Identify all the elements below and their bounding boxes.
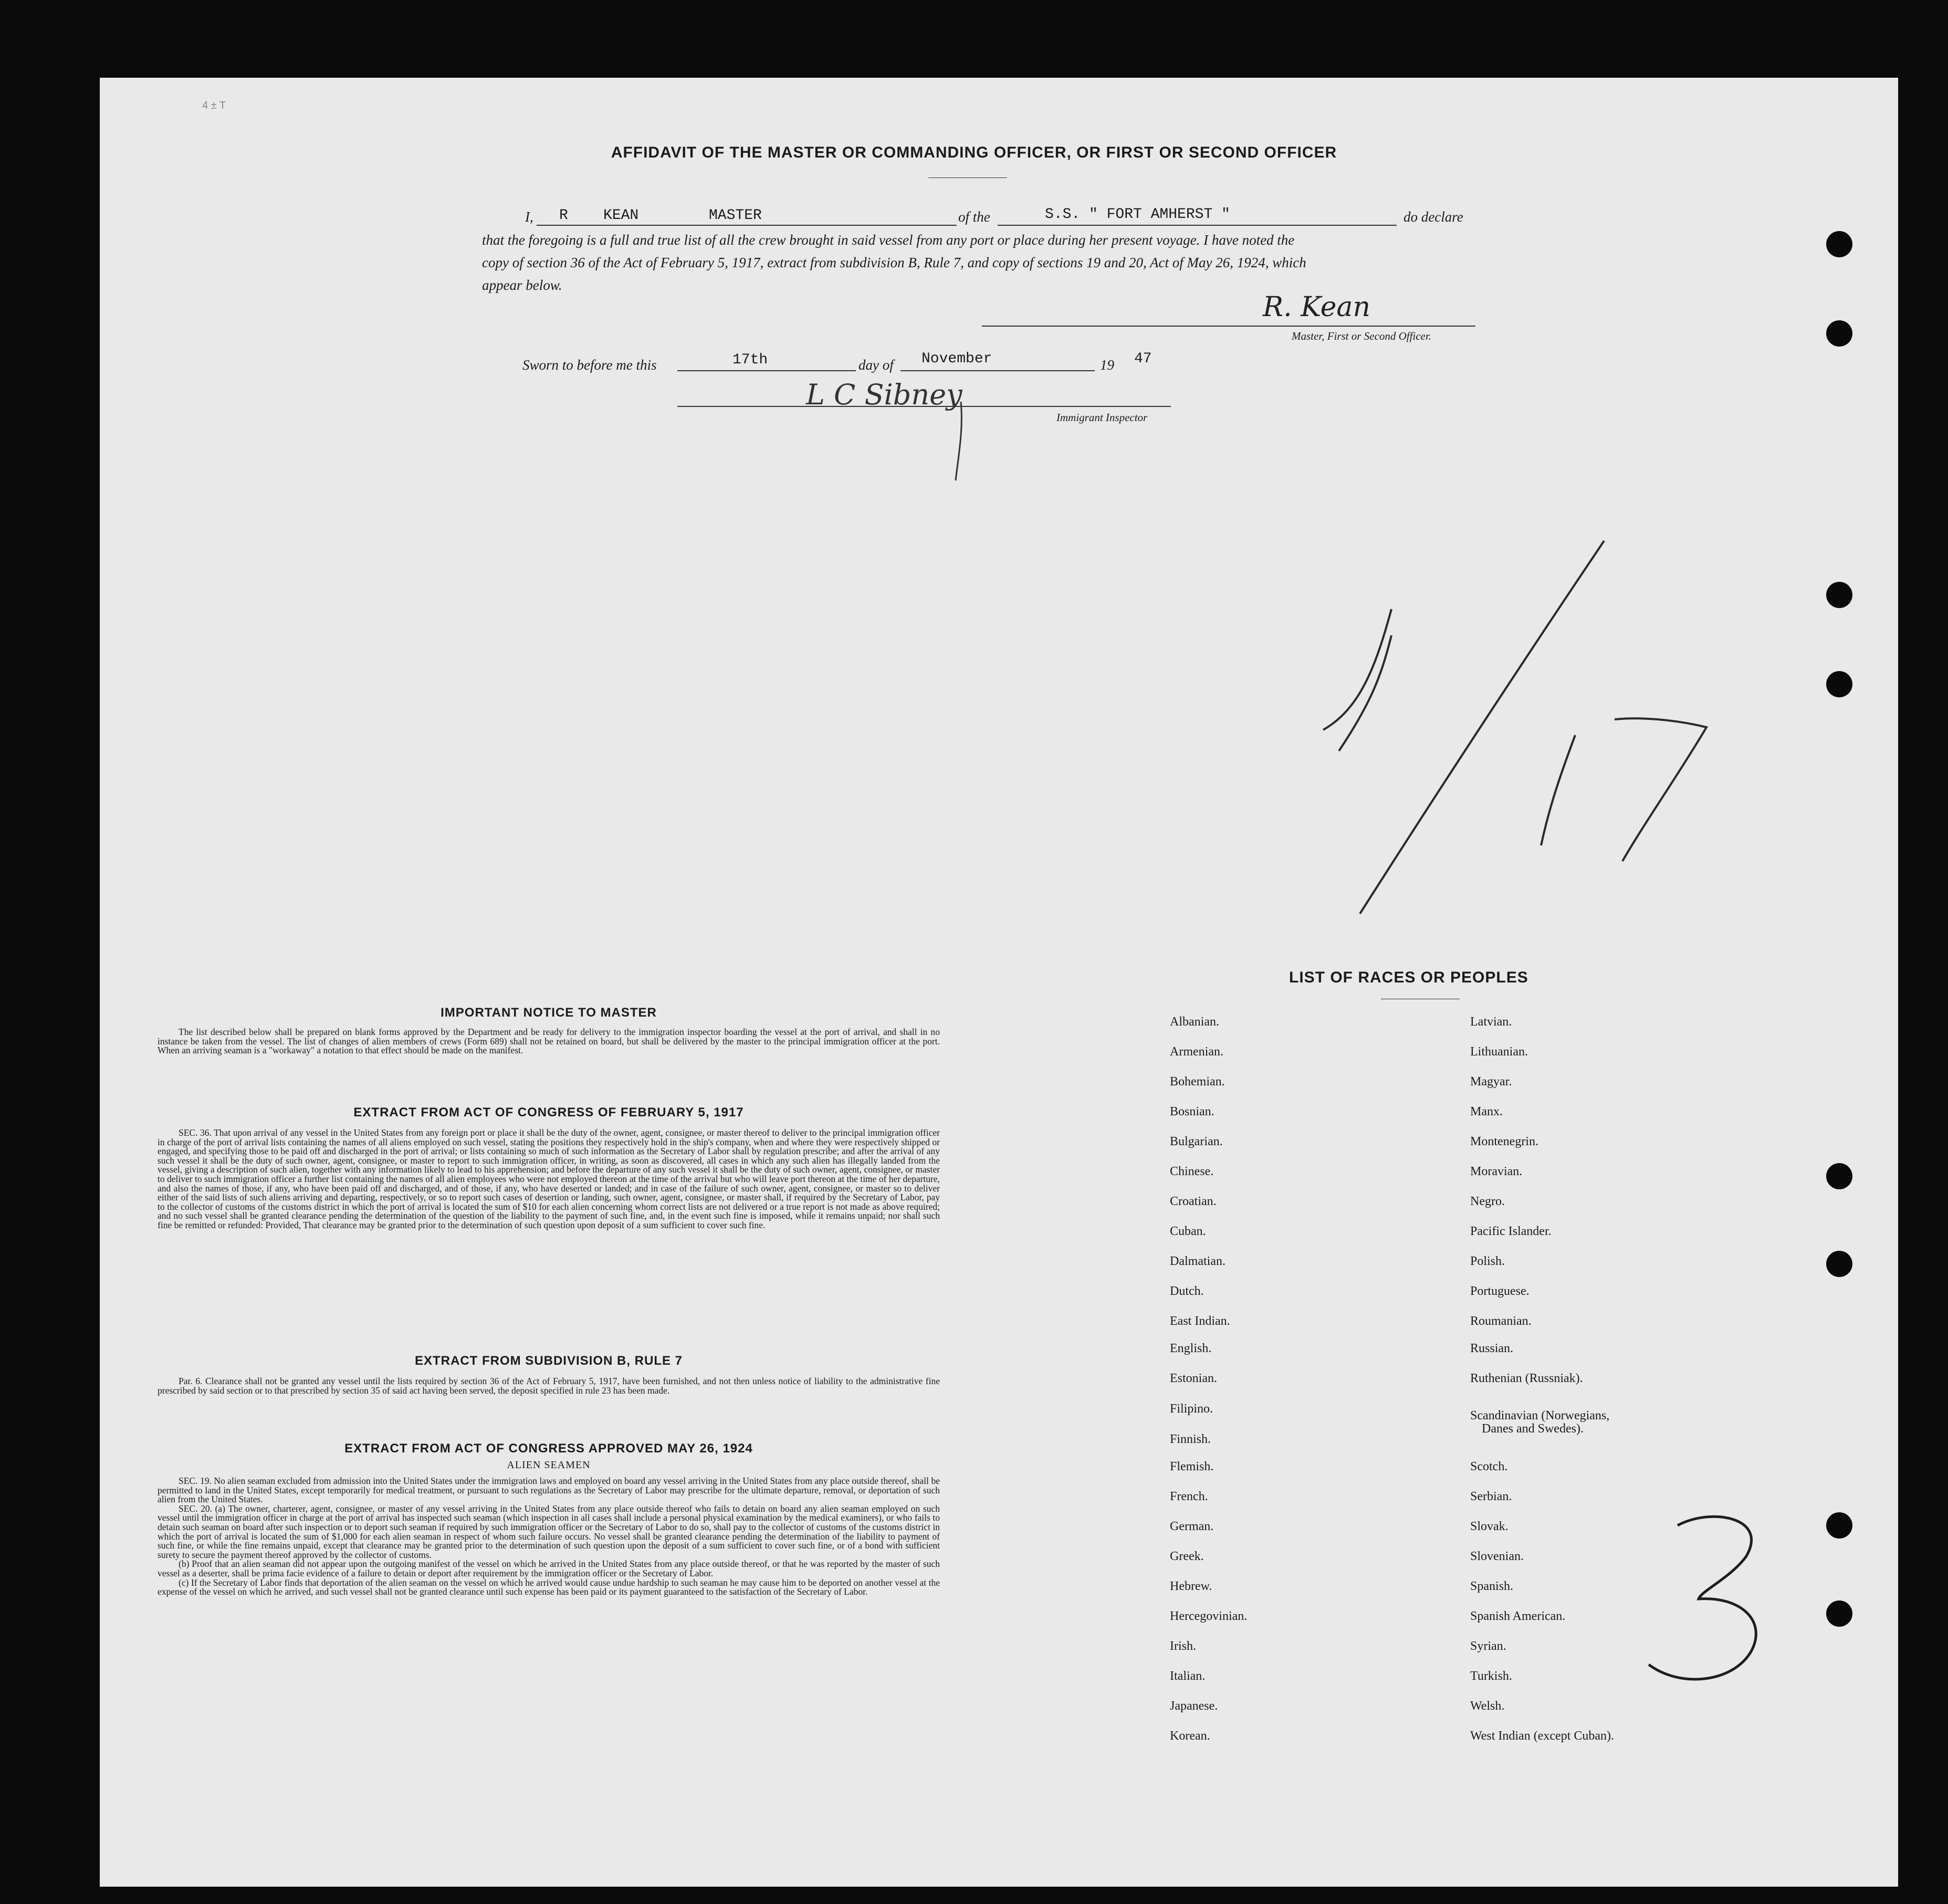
race-item: Finnish. [1170, 1432, 1211, 1446]
day-line [677, 370, 856, 371]
punch-hole [1826, 1600, 1852, 1627]
race-item: Russian. [1470, 1342, 1514, 1355]
race-item: Greek. [1170, 1550, 1204, 1563]
affidavit-body-line: appear below. [482, 277, 562, 293]
year-suffix: 47 [1134, 351, 1152, 367]
race-item: French. [1170, 1490, 1208, 1503]
race-item: Manx. [1470, 1105, 1503, 1118]
extract-1924-section [158, 1441, 940, 1597]
margin-mark: 4 ± T [202, 100, 226, 111]
race-item: Roumanian. [1470, 1314, 1532, 1328]
handwritten-date-marks [1313, 530, 1722, 919]
master-name: R KEAN [559, 207, 639, 224]
race-item: Polish. [1470, 1254, 1505, 1268]
race-item: Dalmatian. [1170, 1254, 1226, 1268]
affidavit-body-line: that the foregoing is a full and true list of all the crew brought in said vessel from any port or place during her present voyage. I have noted the [482, 232, 1295, 248]
race-item: English. [1170, 1342, 1212, 1355]
race-item: German. [1170, 1520, 1214, 1533]
affidavit-prefix: I, [525, 209, 533, 225]
punch-hole [1826, 1512, 1852, 1539]
year-prefix: 19 [1100, 357, 1114, 373]
extract-rule7-body: Par. 6. Clearance shall not be granted any vessel until the lists required by section 36 of the Act of February 5, 1917, have been furnished, and not then unless notice of liability to the administrative fine prescribed by said section or to that prescribed by section 35 of said act having been served, the deposit specified in rule 23 has been made. [158, 1376, 940, 1396]
notice-body: The list described below shall be prepared on blank forms approved by the Department and be ready for delivery to the immigration inspector boarding the vessel at the port of arrival, and shall in no instance be taken from the vessel. The list of changes of alien members of crews (Form 689) shall not be retained on board, but shall be delivered by the master to the principal immigration officer at the port. When an arriving seaman is a "workaway" a notation to that effect should be made on the manifest. [158, 1027, 940, 1056]
inspector-caption: Immigrant Inspector [1056, 411, 1148, 424]
race-item: Lithuanian. [1470, 1045, 1528, 1059]
master-signature: R. Kean [1263, 291, 1370, 323]
handwritten-page-number-3 [1638, 1507, 1775, 1701]
race-item: Slovenian. [1470, 1550, 1524, 1563]
punch-hole [1826, 1251, 1852, 1277]
extract-rule7-section [158, 1354, 940, 1395]
document-page [100, 78, 1898, 1887]
of-the-label: of the [958, 209, 990, 225]
title-rule [928, 177, 1007, 178]
race-item: Pacific Islander. [1470, 1225, 1552, 1238]
extract-1924-title: EXTRACT FROM ACT OF CONGRESS APPROVED MAY 26, 1924 [344, 1441, 753, 1456]
sworn-month: November [921, 351, 992, 367]
race-item: Chinese. [1170, 1165, 1214, 1178]
affidavit-title: AFFIDAVIT OF THE MASTER OR COMMANDING OFFICER, OR FIRST OR SECOND OFFICER [611, 144, 1337, 161]
signature-line [982, 326, 1475, 327]
race-item: Syrian. [1470, 1639, 1506, 1653]
race-item: Armenian. [1170, 1045, 1223, 1059]
month-line [900, 370, 1095, 371]
race-item: Magyar. [1470, 1075, 1512, 1089]
race-item: Ruthenian (Russniak). [1470, 1372, 1583, 1385]
race-item: Bosnian. [1170, 1105, 1214, 1118]
punch-hole [1826, 582, 1852, 608]
race-item: West Indian (except Cuban). [1470, 1729, 1614, 1743]
race-item: Italian. [1170, 1669, 1206, 1683]
signature-flourish [940, 399, 971, 483]
race-item: Hercegovinian. [1170, 1609, 1248, 1623]
sworn-label: Sworn to before me this [522, 357, 657, 373]
extract-1917-section [158, 1105, 940, 1230]
race-item: Moravian. [1470, 1165, 1523, 1178]
extract-rule7-title: EXTRACT FROM SUBDIVISION B, RULE 7 [414, 1354, 683, 1368]
race-item: Latvian. [1470, 1015, 1512, 1029]
sworn-day: 17th [732, 352, 768, 368]
extract-1924-sec20a: SEC. 20. (a) The owner, charterer, agent, consignee, or master of any vessel arriving in the United States from any place outside thereof who fails to detain on board any alien seaman employed on such vessel until the immigration officer in charge at the port of arrival has inspected such seaman (which inspection in all cases shall include a personal physical examination by the medical examiners), or who fails to detain such seaman on board after such inspection or to deport such seaman if required by such immigration officer or the Secretary of Labor to do so, shall pay to the collector of customs of the customs district in which the port of arrival is located the sum of $1,000 for each alien seaman in respect of whom such failure occurs. No vessel shall be granted clearance pending the determination of the liability to payment of such fine, or while the fine remains unpaid, except that clearance may be granted prior to the determination of such question upon the deposit of a sum sufficient to cover such fine, or of a bond with sufficient surety to secure the payment thereof approved by the collector of customs. [158, 1503, 940, 1560]
vessel-line [998, 225, 1397, 226]
race-item: Scandinavian (Norwegians, [1470, 1409, 1610, 1422]
vessel-name: S.S. " FORT AMHERST " [1045, 206, 1230, 223]
race-item: Portuguese. [1470, 1284, 1530, 1298]
notice-section [158, 1006, 940, 1055]
race-item: Scotch. [1470, 1460, 1508, 1473]
day-of-label: day of [858, 357, 894, 373]
declare-label: do declare [1404, 209, 1463, 225]
race-item: Spanish. [1470, 1579, 1514, 1593]
race-item: Bulgarian. [1170, 1135, 1223, 1148]
signature-caption: Master, First or Second Officer. [1292, 330, 1431, 342]
notice-title: IMPORTANT NOTICE TO MASTER [441, 1006, 657, 1020]
affidavit-body-line: copy of section 36 of the Act of February 5, 1917, extract from subdivision B, Rule 7, and copy of sections 19 and 20, Act of May 26, 1924, which [482, 255, 1306, 270]
race-item: Welsh. [1470, 1699, 1505, 1713]
name-line [537, 225, 957, 226]
extract-1924-sec19: SEC. 19. No alien seaman excluded from admission into the United States under the immigration laws and employed on board any vessel arriving in the United States from any place outside thereof, shall be permitted to land in the United States, except temporarily for medical treatment, or pursuant to such regulations as the Secretary of Labor may prescribe for the ultimate departure, removal, or deportation of such alien from the United States. [158, 1476, 940, 1505]
race-item: Albanian. [1170, 1015, 1219, 1029]
punch-hole [1826, 231, 1852, 257]
race-item: Spanish American. [1470, 1609, 1566, 1623]
race-item: Korean. [1170, 1729, 1210, 1743]
punch-hole [1826, 671, 1852, 697]
race-item: Filipino. [1170, 1402, 1213, 1416]
race-item: Turkish. [1470, 1669, 1512, 1683]
race-item: Cuban. [1170, 1225, 1206, 1238]
extract-1924-subtitle: ALIEN SEAMEN [507, 1459, 591, 1471]
inspector-line [677, 406, 1171, 407]
race-item: Negro. [1470, 1195, 1505, 1208]
race-item: Croatian. [1170, 1195, 1217, 1208]
race-item: Irish. [1170, 1639, 1196, 1653]
races-title: LIST OF RACES OR PEOPLES [1289, 969, 1528, 986]
race-item: Flemish. [1170, 1460, 1214, 1473]
race-item: Estonian. [1170, 1372, 1217, 1385]
race-item: Danes and Swedes). [1482, 1422, 1584, 1436]
punch-hole [1826, 320, 1852, 347]
race-item: East Indian. [1170, 1314, 1230, 1328]
extract-1924-sec20c: (c) If the Secretary of Labor finds that deportation of the alien seaman on the vessel on which he arrived would cause undue hardship to such seaman he may cause him to be deported on another vessel at the expense of the vessel on which he arrived, and such vessel shall not be granted clearance until such expense has been paid or its payment guaranteed to the satisfaction of the Secretary of Labor. [158, 1577, 940, 1597]
race-item: Slovak. [1470, 1520, 1509, 1533]
extract-1917-title: EXTRACT FROM ACT OF CONGRESS OF FEBRUARY 5, 1917 [353, 1105, 744, 1120]
inspector-signature: L C Sibney [806, 378, 962, 411]
race-item: Serbian. [1470, 1490, 1512, 1503]
master-rank: MASTER [709, 207, 762, 224]
race-item: Dutch. [1170, 1284, 1204, 1298]
extract-1924-sec20b: (b) Proof that an alien seaman did not appear upon the outgoing manifest of the vessel on which he arrived in the United States from any place outside thereof, or that he was reported by the master of such vessel as a deserter, shall be prima facie evidence of a failure to detain or deport after requirement by the immigration officer or the Secretary of Labor. [158, 1558, 940, 1578]
punch-hole [1826, 1163, 1852, 1189]
extract-1917-body: SEC. 36. That upon arrival of any vessel in the United States from any foreign port or place it shall be the duty of the owner, agent, consignee, or master thereof to deliver to the principal immigration officer in charge of the port of arrival lists containing the names of all aliens employed on such vessel, stating the positions they respectively hold in the ship's company, when and where they were respectively shipped or engaged, and specifying those to be paid off and discharged in the port of arrival; or lists containing so much of such information as the Secretary of Labor shall by regulation prescribe; and after the arrival of any such vessel it shall be the duty of such owner, agent, consignee, or master to report to such immigration officer, in writing, as soon as discovered, all cases in which any such alien has illegally landed from the vessel, giving a description of such alien, together with any information likely to lead to his apprehension; and before the departure of any such vessel it shall be the duty of such owner, agent, consignee, or master to deliver to such immigration officer a further list containing the names of all alien employees who were not employed thereon at the time of the arrival but who will leave port thereon at the time of her departure, and also the names of those, if any, who have been paid off and discharged, and of those, if any, who have deserted or landed; and in case of the failure of such owner, agent, consignee, or master so to deliver either of the said lists of such aliens arriving and departing, respectively, or so to report such cases of desertion or landing, such owner, agent, consignee, or master shall, if required by the Secretary of Labor, pay to the collector of customs of the customs district in which the port of arrival is located the sum of $10 for each alien concerning whom correct lists are not delivered or a true report is not made as above required; and no such vessel shall be granted clearance pending the determination of the question of the liability to the payment of such fine, and, in the event such fine is imposed, while it remains unpaid; nor shall such fine be remitted or refunded: Provided, That clearance may be granted prior to the determination of such question upon deposit of a sum sufficient to cover such fine. [158, 1127, 940, 1230]
race-item: Japanese. [1170, 1699, 1218, 1713]
race-item: Montenegrin. [1470, 1135, 1538, 1148]
race-item: Hebrew. [1170, 1579, 1212, 1593]
race-item: Bohemian. [1170, 1075, 1225, 1089]
